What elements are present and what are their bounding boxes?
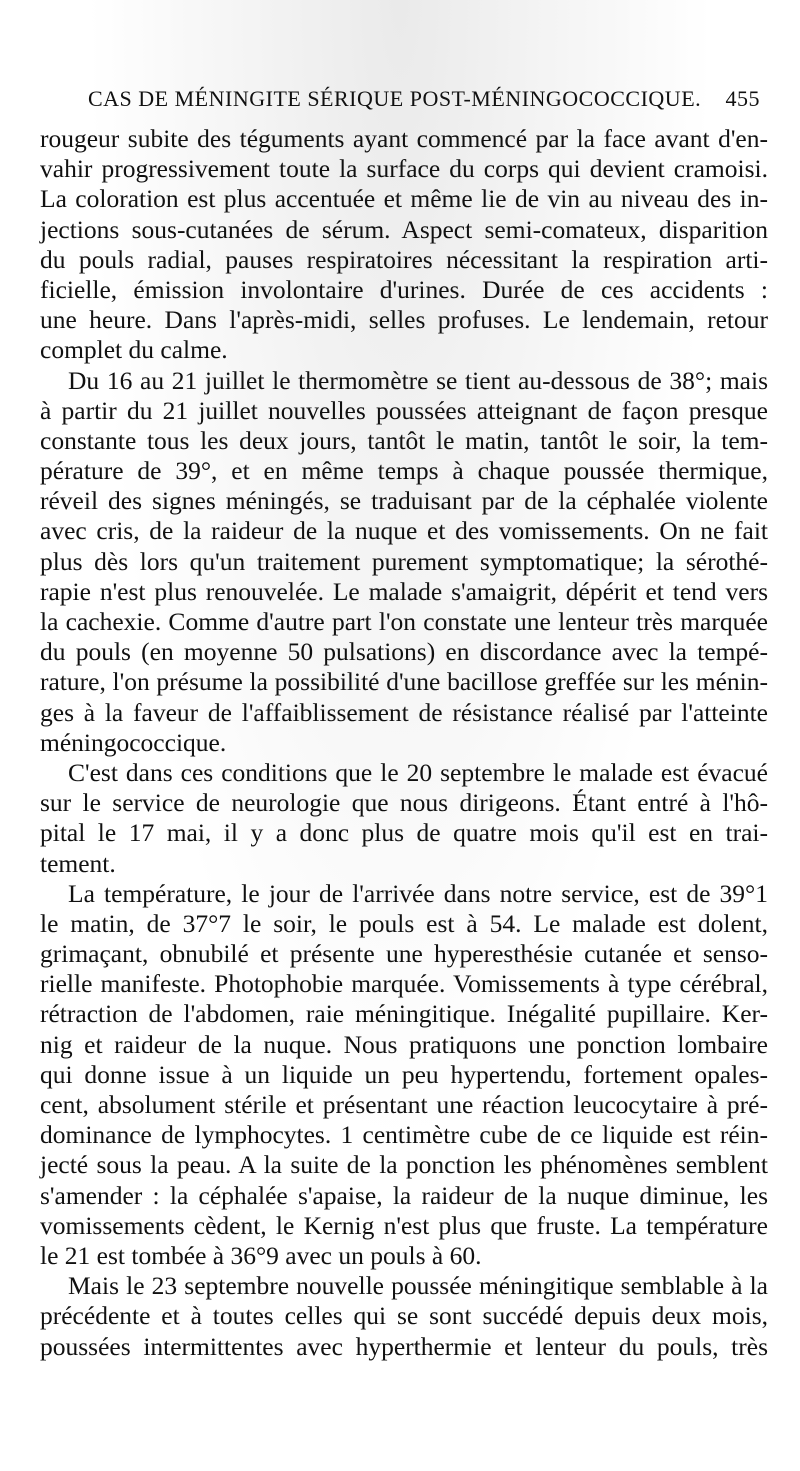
running-header bbox=[88, 78, 760, 118]
text-line: rielle manifeste. Photophobie marquée. Vomissements à type cérébral, bbox=[40, 969, 768, 999]
text-line: Mais le 23 septembre nouvelle poussée méningitique semblable à la bbox=[68, 1271, 768, 1301]
running-title: CAS DE MÉNINGITE SÉRIQUE POST-MÉNINGOCOCCIQUE. bbox=[88, 86, 702, 111]
text-line: à partir du 21 juillet nouvelles poussées atteignant de façon presque bbox=[40, 395, 768, 425]
text-line: rougeur subite des téguments ayant commencé par la face avant d'en- bbox=[40, 124, 768, 153]
text-line: cent, absolument stérile et présentant une réaction leucocytaire à pré- bbox=[40, 1090, 768, 1119]
text-line: jecté sous la peau. A la suite de la ponction les phénomènes semblent bbox=[40, 1150, 768, 1180]
text-line: le matin, de 37°7 le soir, le pouls est à 54. Le malade est dolent, bbox=[40, 908, 768, 938]
page-number: 455 bbox=[725, 86, 760, 111]
text-line: avec cris, de la raideur de la nuque et des vomissements. On ne fait bbox=[40, 516, 768, 546]
text-line: pital le 17 mai, il y a donc plus de quatre mois qu'il est en trai- bbox=[40, 818, 768, 848]
text-line: constante tous les deux jours, tantôt le matin, tantôt le soir, la tem- bbox=[40, 425, 768, 455]
text-line: réveil des signes méningés, se traduisant par de la céphalée violente bbox=[40, 486, 768, 516]
text-line: la cachexie. Comme d'autre part l'on constate une lenteur très marquée bbox=[40, 607, 768, 636]
text-line: poussées intermittentes avec hyperthermie et lenteur du pouls, très bbox=[40, 1331, 768, 1361]
text-line: rétraction de l'abdomen, raie méningitique. Inégalité pupillaire. Ker- bbox=[40, 999, 768, 1029]
text-line: vomissements cèdent, le Kernig n'est plus que fruste. La température bbox=[40, 1210, 768, 1240]
text-line: précédente et à toutes celles qui se sont succédé depuis deux mois, bbox=[40, 1301, 768, 1331]
text-line: du pouls radial, pauses respiratoires nécessitant la respiration arti- bbox=[40, 244, 768, 274]
text-line: C'est dans ces conditions que le 20 septembre le malade est évacué bbox=[68, 757, 768, 787]
body-text bbox=[40, 124, 768, 1362]
text-line: rapie n'est plus renouvelée. Le malade s'amaigrit, dépérit et tend vers bbox=[40, 576, 768, 606]
text-line: qui donne issue à un liquide un peu hypertendu, fortement opales- bbox=[40, 1059, 768, 1089]
text-line: ficielle, émission involontaire d'urines. Durée de ces accidents : bbox=[40, 274, 768, 304]
text-line: grimaçant, obnubilé et présente une hyperesthésie cutanée et senso- bbox=[40, 939, 768, 969]
text-line: jections sous-cutanées de sérum. Aspect semi-comateux, disparition bbox=[40, 214, 768, 244]
text-line: plus dès lors qu'un traitement purement symptomatique; la sérothé- bbox=[40, 546, 768, 576]
text-line: s'amender : la céphalée s'apaise, la raideur de la nuque diminue, les bbox=[40, 1180, 768, 1210]
text-line: tement. bbox=[40, 848, 116, 878]
text-line: La coloration est plus accentuée et même lie de vin au niveau des in- bbox=[40, 184, 768, 214]
text-line: sur le service de neurologie que nous dirigeons. Étant entré à l'hô- bbox=[40, 788, 768, 818]
text-line: vahir progressivement toute la surface du corps qui devient cramoisi. bbox=[40, 154, 768, 184]
text-line: ges à la faveur de l'affaiblissement de résistance réalisé par l'atteinte bbox=[40, 697, 768, 727]
text-line: une heure. Dans l'après-midi, selles profuses. Le lendemain, retour bbox=[40, 305, 768, 335]
text-line: La température, le jour de l'arrivée dans notre service, est de 39°1 bbox=[68, 878, 768, 908]
text-line: complet du calme. bbox=[40, 335, 228, 365]
text-line: nig et raideur de la nuque. Nous pratiquons une ponction lombaire bbox=[40, 1029, 768, 1059]
text-line: du pouls (en moyenne 50 pulsations) en discordance avec la tempé- bbox=[40, 637, 768, 667]
text-line: pérature de 39°, et en même temps à chaque poussée thermique, bbox=[40, 456, 768, 486]
text-line: rature, l'on présume la possibilité d'une bacillose greffée sur les ménin- bbox=[40, 667, 768, 697]
text-line: dominance de lymphocytes. 1 centimètre cube de ce liquide est réin- bbox=[40, 1120, 768, 1150]
text-line: le 21 est tombée à 36°9 avec un pouls à 60. bbox=[40, 1240, 482, 1270]
text-line: Du 16 au 21 juillet le thermomètre se tient au-dessous de 38°; mais bbox=[68, 365, 768, 395]
text-line: méningococcique. bbox=[40, 727, 227, 757]
